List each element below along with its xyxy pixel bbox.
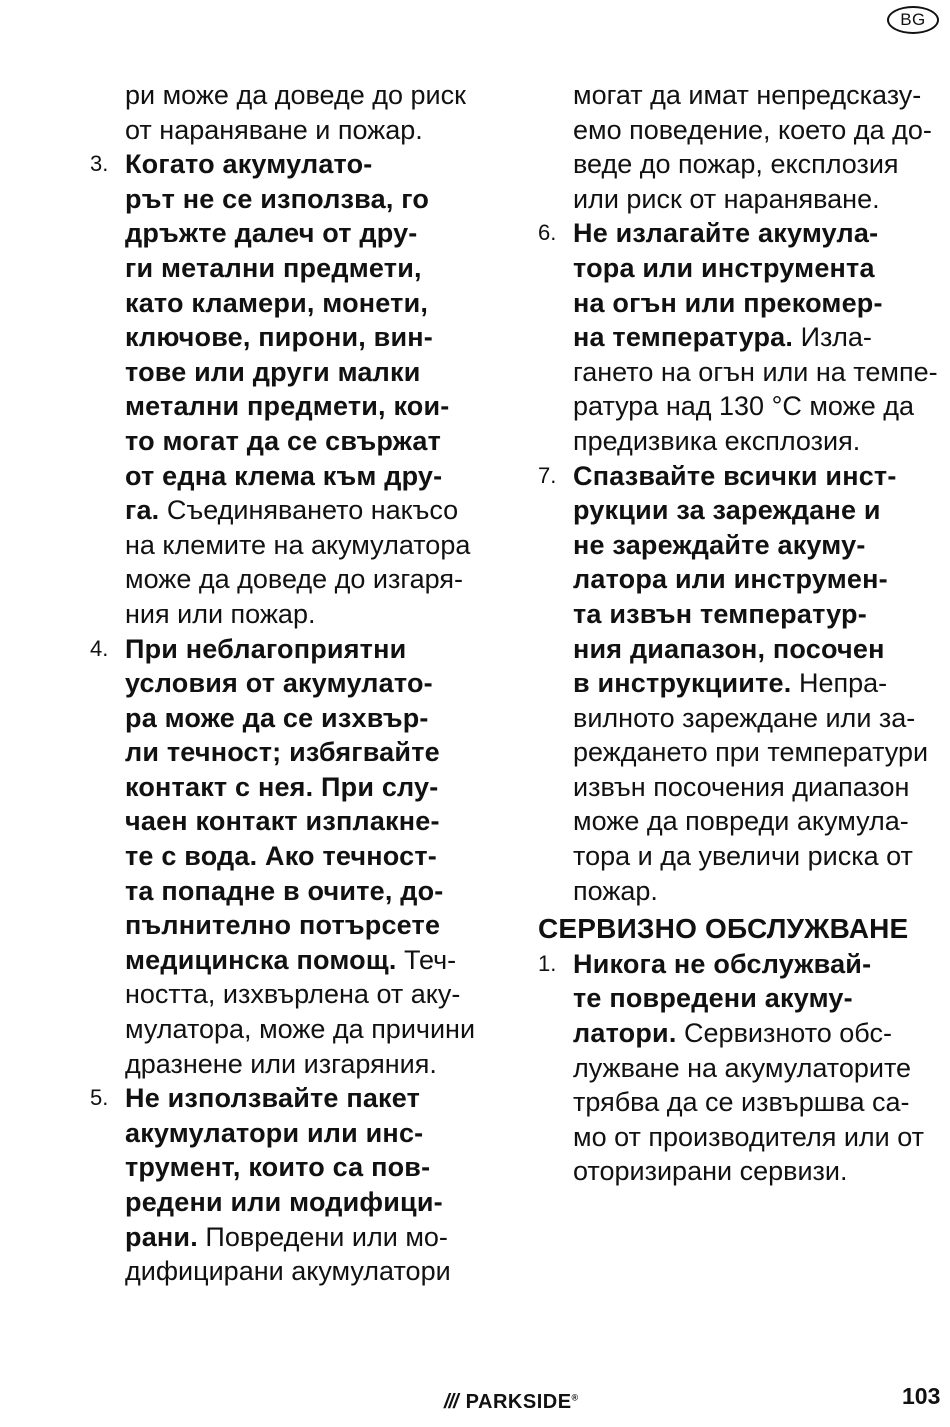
parkside-logo: [444, 1391, 579, 1414]
item-number: 5.: [90, 1085, 109, 1111]
bold-line: тора или инструмента: [573, 252, 875, 283]
regular-span: Изла-: [793, 322, 872, 353]
bold-line: на огън или прекомер-: [573, 287, 883, 318]
bold-line: При неблагоприятни: [125, 633, 407, 664]
bold-line: метални предмети, кои-: [125, 391, 450, 422]
mixed-line: [125, 493, 508, 528]
bold-line: рукции за зареждане и: [573, 495, 881, 526]
intro-line: веде до пожар, експлозия: [573, 149, 899, 180]
bold-line: тове или други малки: [125, 356, 421, 387]
text-line: мулатора, може да причини: [125, 1014, 476, 1045]
text-line: мо от производителя или от: [573, 1121, 925, 1152]
language-badge: BG: [887, 6, 939, 34]
text-line: реждането при температури: [573, 737, 929, 768]
text-line: на клемите на акумулатора: [125, 529, 471, 560]
brand-name: PARKSIDE: [465, 1391, 572, 1413]
list-item: [538, 947, 943, 1189]
mixed-line: [573, 1016, 943, 1051]
bold-line: Никога не обслужвай-: [573, 948, 872, 979]
bold-line: чаен контакт изплакне-: [125, 806, 440, 837]
text-line: дифицирани акумулатори: [125, 1256, 451, 1287]
bold-line: трумент, които са пов-: [125, 1152, 431, 1183]
bold-line: то могат да се свържат: [125, 425, 442, 456]
regular-span: Сервизното обс-: [676, 1018, 892, 1049]
text-line: тора и да увеличи риска от: [573, 841, 913, 872]
left-column: [90, 78, 508, 1289]
item-number: 1.: [538, 950, 557, 976]
item-number: 7.: [538, 462, 557, 488]
bold-line: латора или инструмен-: [573, 564, 888, 595]
right-column: [538, 78, 943, 1189]
mixed-line: [125, 1220, 508, 1255]
bold-line: ра може да се изхвър-: [125, 702, 429, 733]
section-heading: СЕРВИЗНО ОБСЛУЖВАНЕ: [538, 913, 909, 945]
item-number: 6.: [538, 220, 557, 246]
bold-span: латори.: [573, 1018, 677, 1049]
list-item: [538, 216, 943, 458]
bold-line: те с вода. Ако течност-: [125, 841, 437, 872]
mixed-line: [125, 943, 508, 978]
text-line: вилното зареждане или за-: [573, 702, 916, 733]
item-number: 4.: [90, 635, 109, 661]
text-line: ността, изхвърлена от аку-: [125, 979, 461, 1010]
bold-line: условия от акумулато-: [125, 668, 433, 699]
bold-line: акумулатори или инс-: [125, 1117, 424, 1148]
text-line: пожар.: [573, 875, 658, 906]
logo-slashes-icon: ///: [444, 1391, 458, 1413]
bold-line: Не излагайте акумула-: [573, 218, 879, 249]
text-line: ния или пожар.: [125, 598, 316, 629]
bold-line: дръжте далеч от дру-: [125, 218, 418, 249]
regular-span: Теч-: [396, 944, 457, 975]
mixed-line: [573, 320, 943, 355]
bold-span: медицинска помощ.: [125, 944, 397, 975]
text-line: трябва да се извършва са-: [573, 1087, 910, 1118]
text-line: ратура над 130 °C може да: [573, 391, 914, 422]
bold-span: в инструкциите.: [573, 668, 792, 699]
intro-line: могат да имат непредсказу-: [573, 80, 922, 110]
item-number: 3.: [90, 151, 109, 177]
bold-line: ключове, пирони, вин-: [125, 322, 433, 353]
regular-span: Съединяването накъсо: [159, 495, 459, 526]
bold-line: редени или модифици-: [125, 1187, 443, 1217]
text-line: може да повреди акумула-: [573, 806, 909, 837]
bold-line: не зареждайте акуму-: [573, 529, 866, 560]
page-number: 103: [902, 1383, 941, 1409]
text-line: предизвика експлозия.: [573, 425, 861, 456]
intro-line: или риск от нараняване.: [573, 183, 880, 214]
text-line: лужване на акумулаторите: [573, 1052, 912, 1083]
bold-span: рани.: [125, 1221, 198, 1252]
mixed-line: [573, 666, 943, 701]
intro-line: ри може да доведе до риск: [125, 80, 466, 110]
text-line: може да доведе до изгаря-: [125, 564, 463, 595]
bold-line: Спазвайте всички инст-: [573, 460, 897, 491]
bold-line: та попадне в очите, до-: [125, 875, 444, 906]
bold-line: контакт с нея. При слу-: [125, 771, 439, 802]
bold-line: рът не се използва, го: [125, 183, 430, 214]
bold-line: та извън температур-: [573, 598, 867, 629]
regular-span: Непра-: [791, 668, 888, 699]
bold-line: като кламери, монети,: [125, 287, 429, 318]
bold-line: пълнително потърсете: [125, 910, 441, 941]
text-line: извън посочения диапазон: [573, 771, 910, 802]
bold-line: ли течност; избягвайте: [125, 737, 440, 768]
trademark-symbol: ®: [571, 1392, 579, 1403]
list-item: [538, 459, 943, 909]
text-line: гането на огън или на темпе-: [573, 356, 938, 387]
list-item: [90, 147, 508, 631]
text-line: дразнене или изгаряния.: [125, 1048, 437, 1079]
bold-span: на температура.: [573, 322, 794, 353]
list-item: [90, 1081, 508, 1289]
bold-line: от една клема към дру-: [125, 460, 443, 491]
bold-line: Когато акумулато-: [125, 149, 373, 180]
text-line: оторизирани сервизи.: [573, 1156, 848, 1187]
bold-line: ги метални предмети,: [125, 252, 422, 283]
intro-line: от нараняване и пожар.: [125, 114, 423, 145]
bold-span: га.: [125, 495, 160, 526]
bold-line: Не използвайте пакет: [125, 1083, 421, 1114]
regular-span: Повредени или мо-: [197, 1221, 448, 1252]
list-item: [90, 632, 508, 1082]
bold-line: ния диапазон, посочен: [573, 633, 885, 664]
bold-line: те повредени акуму-: [573, 983, 853, 1014]
intro-line: емо поведение, което да до-: [573, 114, 932, 145]
